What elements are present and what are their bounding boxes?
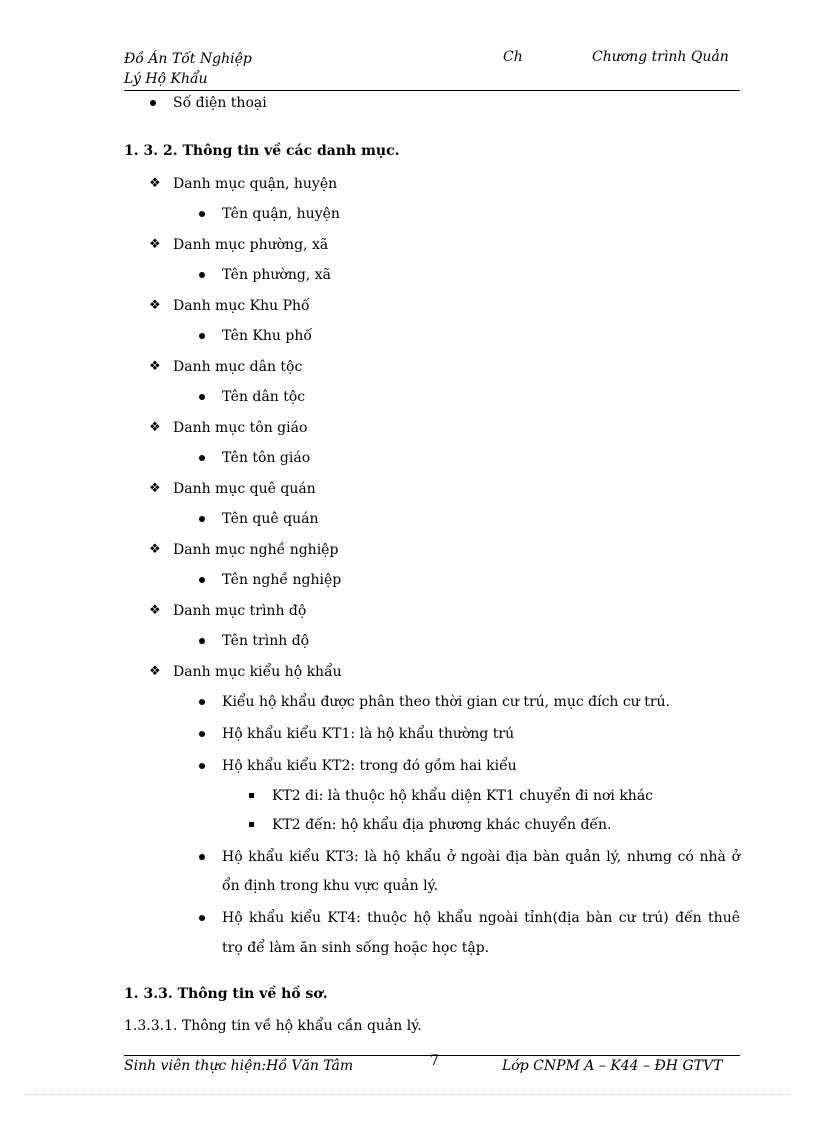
- bullet-dot-icon: [199, 763, 205, 769]
- header-title-line2: Lý Hộ Khẩu: [124, 71, 208, 87]
- bullet-dot-icon: [199, 699, 205, 705]
- section-heading-133: 1. 3.3. Thông tin về hồ sơ.: [124, 986, 328, 1002]
- page-boundary: [26, 1094, 790, 1095]
- category-item: Tên nghề nghiệp: [222, 572, 342, 588]
- category-title: Danh mục Khu Phố: [173, 298, 310, 314]
- bullet-dot-icon: [199, 394, 205, 400]
- list-item: Kiểu hộ khẩu được phân theo thời gian cư trú, mục đích cư trú.: [222, 694, 670, 710]
- list-item-line: Hộ khẩu kiểu KT3: là hộ khẩu ở ngoài địa bàn quản lý, nhưng có nhà ở: [222, 849, 740, 865]
- category-item: Tên trình độ: [222, 633, 310, 649]
- category-title: Danh mục quê quán: [173, 481, 316, 497]
- diamond-bullet-icon: ❖: [149, 603, 161, 618]
- category-title: Danh mục trình độ: [173, 603, 307, 619]
- category-title: Danh mục phường, xã: [173, 237, 329, 253]
- category-item: Tên dân tộc: [222, 389, 306, 405]
- category-item: Tên phường, xã: [222, 267, 331, 283]
- sub-list-item: KT2 đi: là thuộc hộ khẩu diện KT1 chuyển đi nơi khác: [272, 788, 654, 804]
- bullet-dot-icon: [199, 455, 205, 461]
- header-middle: Ch: [503, 49, 523, 65]
- bullet-dot-icon: [199, 333, 205, 339]
- bullet-dot-icon: [199, 211, 205, 217]
- diamond-bullet-icon: ❖: [149, 664, 161, 679]
- bullet-dot-icon: [199, 731, 205, 737]
- header-rule: [124, 90, 740, 91]
- list-item: Hộ khẩu kiểu KT2: trong đó gồm hai kiểu: [222, 758, 517, 774]
- header-right: Chương trình Quản: [592, 49, 729, 65]
- diamond-bullet-icon: ❖: [149, 420, 161, 435]
- subsection-1331: 1.3.3.1. Thông tin về hộ khẩu cần quản lý.: [124, 1018, 422, 1034]
- list-item-line: trọ để làm ăn sinh sống hoặc học tập.: [222, 940, 490, 956]
- diamond-bullet-icon: ❖: [149, 176, 161, 191]
- bullet-dot-icon: [199, 516, 205, 522]
- square-bullet-icon: [249, 793, 254, 798]
- category-item: Tên tôn giáo: [222, 450, 311, 466]
- bullet-dot-icon: [199, 272, 205, 278]
- list-item-line: ổn định trong khu vực quản lý.: [222, 878, 439, 894]
- header-left: [124, 49, 252, 89]
- bullet-dot-icon: [199, 854, 205, 860]
- sub-list-item: KT2 đến: hộ khẩu địa phương khác chuyển đến.: [272, 817, 612, 833]
- footer-author: Sinh viên thực hiện:Hồ Văn Tâm: [124, 1058, 354, 1074]
- bullet-dot-icon: [199, 638, 205, 644]
- category-item: Tên Khu phố: [222, 328, 312, 344]
- category-item: Tên quận, huyện: [222, 206, 340, 222]
- category-title: Danh mục dân tộc: [173, 359, 303, 375]
- list-item-line: Hộ khẩu kiểu KT4: thuộc hộ khẩu ngoài tỉnh(địa bàn cư trú) đến thuê: [222, 910, 740, 926]
- category-title: Danh mục nghề nghiệp: [173, 542, 339, 558]
- diamond-bullet-icon: ❖: [149, 237, 161, 252]
- bullet-dot-icon: [199, 577, 205, 583]
- diamond-bullet-icon: ❖: [149, 542, 161, 557]
- bullet-dot-icon: [199, 915, 205, 921]
- category-title: Danh mục quận, huyện: [173, 176, 338, 192]
- category-title: Danh mục kiểu hộ khẩu: [173, 664, 342, 680]
- diamond-bullet-icon: ❖: [149, 481, 161, 496]
- list-item: Số điện thoại: [173, 95, 267, 111]
- category-item: Tên quê quán: [222, 511, 319, 527]
- page-number: 7: [430, 1053, 439, 1069]
- bullet-dot-icon: [150, 100, 156, 106]
- header-title-line1: Đồ Án Tốt Nghiệp: [124, 51, 252, 67]
- diamond-bullet-icon: ❖: [149, 359, 161, 374]
- square-bullet-icon: [249, 822, 254, 827]
- category-title: Danh mục tôn giáo: [173, 420, 308, 436]
- list-item: Hộ khẩu kiểu KT1: là hộ khẩu thường trú: [222, 726, 515, 742]
- diamond-bullet-icon: ❖: [149, 298, 161, 313]
- footer-class: Lớp CNPM A – K44 – ĐH GTVT: [502, 1058, 723, 1074]
- section-heading-132: 1. 3. 2. Thông tin về các danh mục.: [124, 143, 400, 159]
